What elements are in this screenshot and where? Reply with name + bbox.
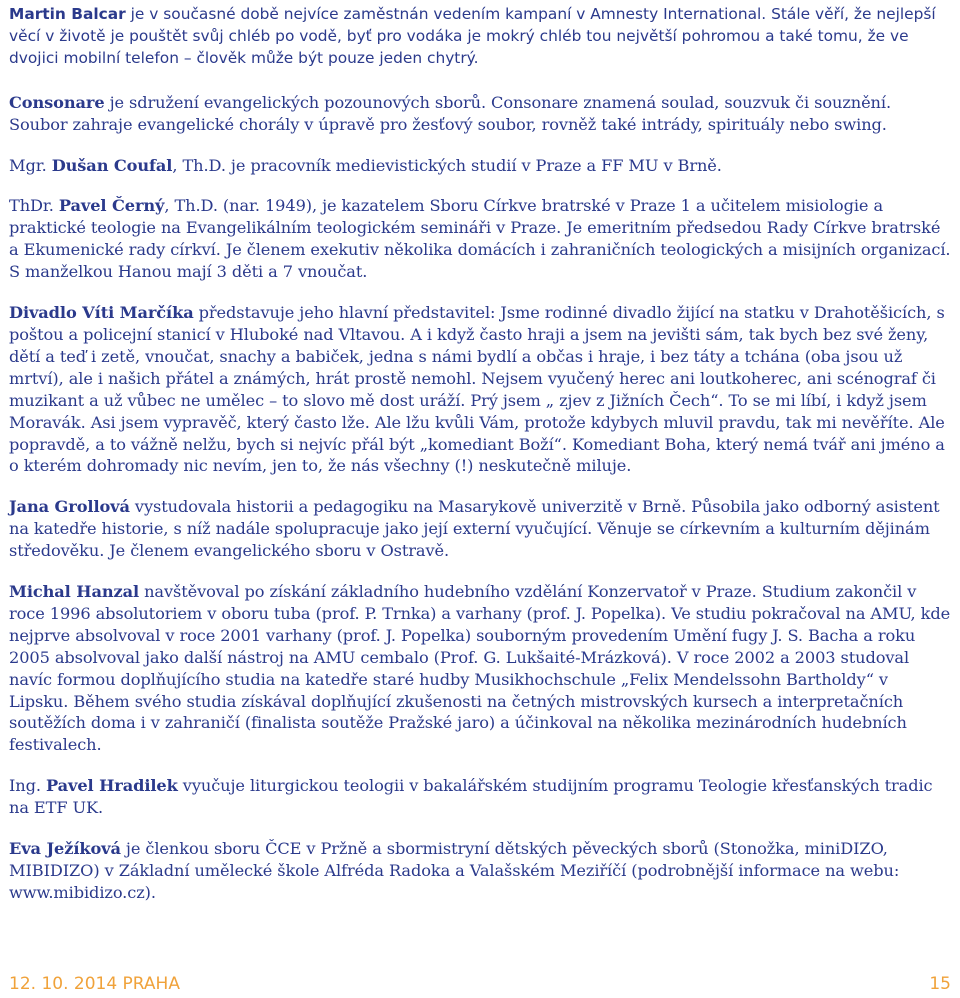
bio-eva-jezikova xyxy=(9,838,951,904)
bio-text: (nar. 1949), je kazatelem Sboru Církve bratrské v Praze 1 a učitelem misiologie a praktické teologie na Evangelikálním teologickém semináři v Praze. Je emeritním předsedou Rady Církve bratrské a Ekumenické rady církví. Je členem exekutiv několika domácích i zahraničních teologických a misijních organizací. S manželkou Hanou mají 3 děti a 7 vnoučat. xyxy=(9,196,951,282)
bio-text: vyučuje liturgickou teologii v bakalářském studijním programu Teologie křesťanských tradic na ETF UK. xyxy=(9,776,933,818)
person-name: Pavel Černý xyxy=(58,196,165,216)
bio-divadlo-viti-marcika xyxy=(9,302,951,477)
bio-text: představuje jeho hlavní představitel: Jsme rodinné divadlo žijící na statku v Drahotěšicích, s poštou a policejní stanicí v Hluboké nad Vltavou. A i když často hraji a jsem na jevišti sám, tak bych bez své ženy, dětí a teď i zetě, vnoučat, snachy a babiček, jedna s námi bydlí a občas i hraje, i bez táty a tchána (oba jsou už mrtví), ale i našich přátel a známých, hrát prostě nemohl. Nejsem vyučený herec ani loutkoherec, ani scénograf či muzikant a už vůbec ne umělec – to slovo mě dost uráží. Prý jsem „ zjev z Jižních Čech“. To se mi líbí, i když jsem Moravák. Asi jsem vypravěč, který často lže. Ale lžu kvůli Vám, protože kdybych mluvil pravdu, tak mi nevěříte. Ale popravdě, a to vážně nelžu, bych si nejvíc přál být „komediant Boží“. Komediant Boha, který nemá tvář ani jméno a o kterém dohromady nic nevím, jen to, že nás všechny (!) neskutečně miluje. xyxy=(9,303,945,476)
bio-martin-balcar xyxy=(9,4,951,70)
bio-jana-grollova xyxy=(9,496,951,562)
bio-consonare xyxy=(9,92,951,136)
person-name: Jana Grollová xyxy=(9,497,130,517)
person-name: Dušan Coufal xyxy=(51,155,173,175)
bio-michal-hanzal xyxy=(9,581,951,756)
person-name: Eva Ježíková xyxy=(9,839,121,859)
bio-pavel-cerny: ThDr. Pavel Černý, Th.D. (nar. 1949), je kazatelem Sboru Církve bratrské v Praze 1 a učitelem misiologie a praktické teologie na Evangelikálním teologickém semináři v Praze. Je emeritním předsedou Rady Církve bratrské a Ekumenické rady církví. Je členem exekutiv několika domácích i zahraničních teologických a misijních organizací. S manželkou Hanou mají 3 děti a 7 vnoučat. xyxy=(9,196,951,282)
page-content xyxy=(9,4,951,904)
bio-text: vystudovala historii a pedagogiku na Masarykově univerzitě v Brně. Působila jako odborný asistent na katedře historie, s níž nadále spolupracuje jako její externí vyučující. Věnuje se církevním a kulturním dějinám středověku. Je členem evangelického sboru v Ostravě. xyxy=(9,497,940,561)
bio-text: je členkou sboru ČCE v Pržně a sbormistryní dětských pěveckých sborů (Stonožka, miniDIZO, MIBIDIZO) v Základní umělecké škole Alfréda Radoka a Valašském Meziříčí (podrobnější informace na webu: www.mibidizo.cz). xyxy=(9,839,900,902)
bio-text: je pracovník medievistických studií v Praze a FF MU v Brně. xyxy=(225,155,722,175)
bio-dusan-coufal: Mgr. Dušan Coufal, Th.D. je pracovník medievistických studií v Praze a FF MU v Brně. xyxy=(9,155,722,175)
person-name: Consonare xyxy=(9,92,105,112)
page-number: 15 xyxy=(929,974,951,994)
footer-date-place: 12. 10. 2014 PRAHA xyxy=(9,974,180,994)
bio-text: navštěvoval po získání základního hudebního vzdělání Konzervatoř v Praze. Studium zakončil v roce 1996 absolutoriem v oboru tuba (prof. P. Trnka) a varhany (prof. J. Popelka). Ve studiu pokračoval na AMU, kde nejprve absolvoval v roce 2001 varhany (prof. J. Popelka) souborným provedením Umění fugy J. S. Bacha a roku 2005 absolvoval jako další nástroj na AMU cembalo (Prof. G. Lukšaité-Mrázková). V roce 2002 a 2003 studoval navíc formou doplňujícího studia na katedře staré hudby Musikhochschule „Felix Mendelssohn Bartholdy“ v Lipsku. Během svého studia získával doplňující zkušenosti na četných mistrovských kursech a interpretačních soutěžích doma i v zahraničí (finalista soutěže Pražské jaro) a účinkoval na několika mezinárodních hudebních festivalech. xyxy=(9,582,951,755)
bio-text: je sdružení evangelických pozounových sborů. Consonare znamená soulad, souzvuk či souznění. Soubor zahraje evangelické chorály v úpravě pro žesťový soubor, rovněž také intrády, spirituály nebo swing. xyxy=(9,92,892,134)
person-name: Michal Hanzal xyxy=(9,582,140,602)
bio-text: je v současné době nejvíce zaměstnán vedením kampaní v Amnesty International. Stále věří, že nejlepší věcí v životě je pouštět svůj chléb po vodě, byť pro vodáka je mokrý chléb tou největší pohromou a také tomu, že ve dvojici mobilní telefon – člověk může být pouze jeden chytrý. xyxy=(9,5,936,67)
person-name: Martin Balcar xyxy=(9,5,126,23)
person-name: Divadlo Víti Marčíka xyxy=(9,303,194,323)
bio-pavel-hradilek: Ing. Pavel Hradilek vyučuje liturgickou teologii v bakalářském studijním programu Teologie křesťanských tradic na ETF UK. xyxy=(9,776,933,818)
person-name: Pavel Hradilek xyxy=(45,776,178,796)
